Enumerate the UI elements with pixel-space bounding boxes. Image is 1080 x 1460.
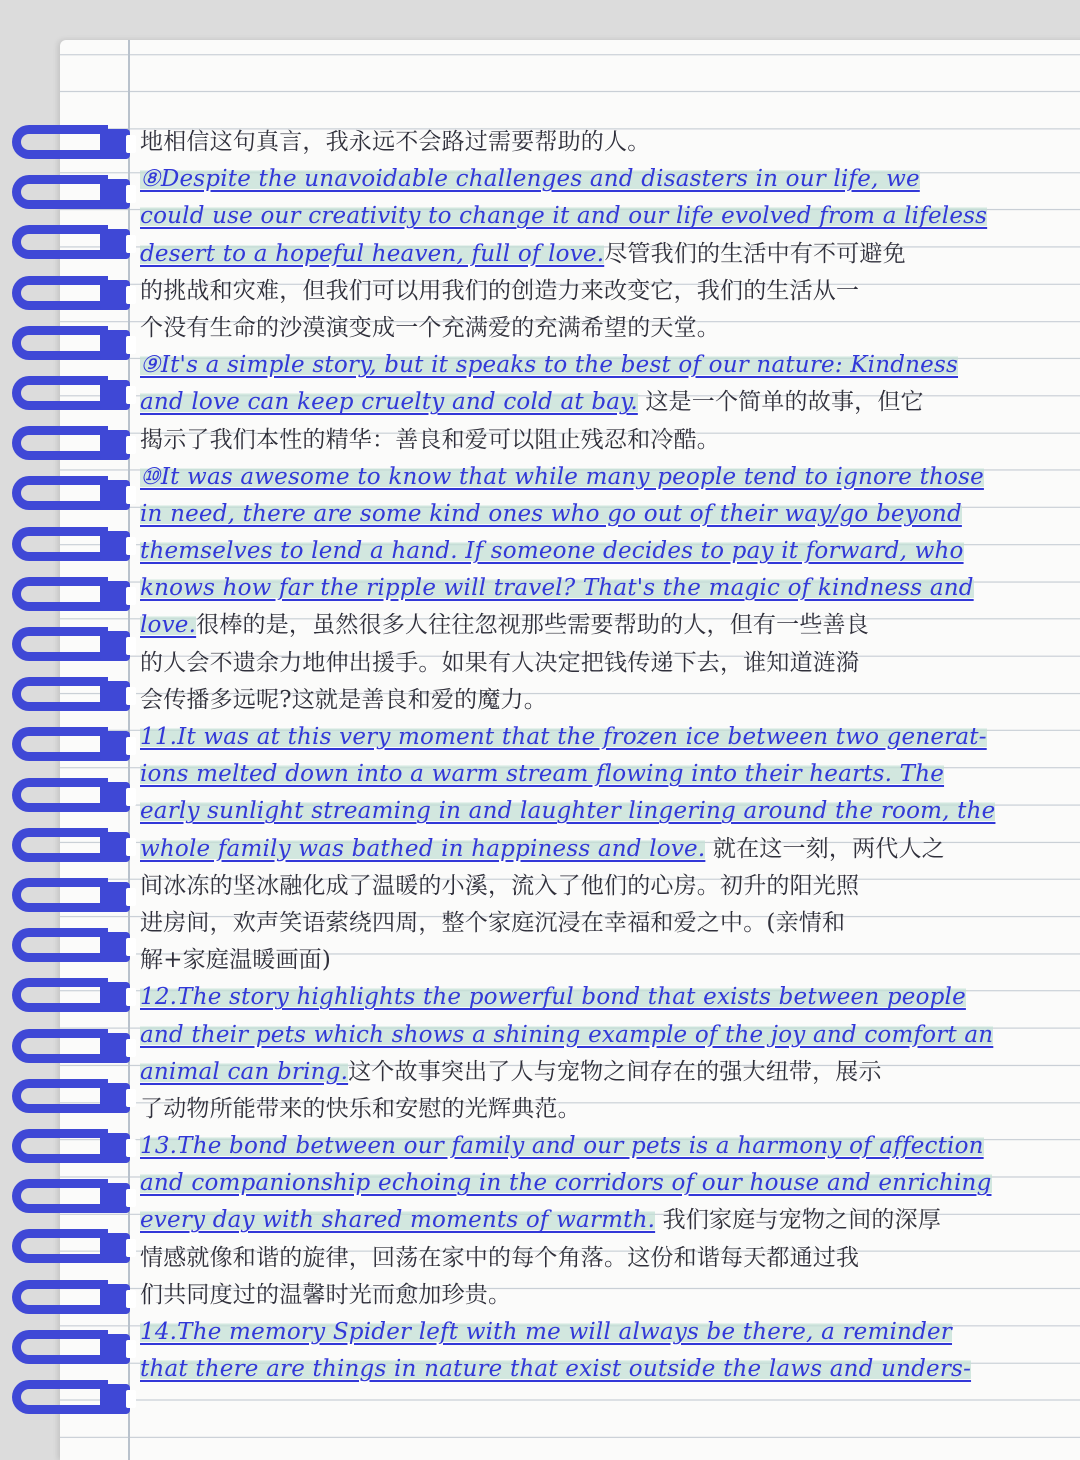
note-line [140,756,1060,793]
english-sentence: 13.The bond between our family and our pets is a harmony of affection [140,1133,984,1160]
chinese-translation: 就在这一刻，两代人之 [705,835,945,862]
english-sentence: in need, there are some kind ones who go out of their way/go beyond [140,500,962,527]
english-sentence: that there are things in nature that exist outside the laws and unders- [140,1356,972,1383]
note-line [140,347,1060,384]
spiral-ring-icon [12,1129,130,1169]
spiral-ring-icon [12,727,130,767]
note-line [140,645,1060,682]
chinese-translation: 解+家庭温暖画面) [140,947,332,974]
note-line [140,607,1060,644]
english-sentence: and love can keep cruelty and cold at bay. [140,389,638,416]
english-sentence: 11.It was at this very moment that the frozen ice between two generat- [140,724,987,750]
chinese-translation: 地相信这句真言，我永远不会路过需要帮助的人。 [140,129,651,155]
english-sentence: could use our creativity to change it and our life evolved from a lifeless [140,203,988,230]
english-sentence: animal can bring. [140,1058,349,1085]
spiral-ring-icon [12,1330,130,1370]
note-line [140,979,1060,1016]
spiral-ring-icon [12,878,130,918]
chinese-translation: 这个故事突出了人与宠物之间存在的强大纽带，展示 [348,1058,882,1085]
note-line [140,533,1060,570]
english-sentence: every day with shared moments of warmth. [140,1207,656,1234]
spiral-ring-icon [12,1280,130,1320]
note-line [140,1054,1060,1091]
english-sentence: desert to a hopeful heaven, full of love. [140,240,605,267]
english-sentence: ⑨It's a simple story, but it speaks to the best of our nature: Kindness [140,352,958,379]
chinese-translation: 了动物所能带来的快乐和安慰的光辉典范。 [140,1095,581,1122]
english-sentence: and companionship echoing in the corridors of our house and enriching [140,1170,992,1197]
note-line [140,124,1060,161]
chinese-translation: 情感就像和谐的旋律，回荡在家中的每个角落。这份和谐每天都通过我 [140,1244,860,1271]
spiral-ring-icon [12,1079,130,1119]
english-sentence: 12.The story highlights the powerful bond that exists between people [140,984,966,1011]
chinese-translation: 会传播多远呢?这就是善良和爱的魔力。 [140,686,547,713]
chinese-translation: 我们家庭与宠物之间的深厚 [655,1207,942,1234]
chinese-translation: 这是一个简单的故事，但它 [637,389,924,416]
spiral-ring-icon [12,125,130,165]
chinese-translation: 进房间，欢声笑语萦绕四周，整个家庭沉浸在幸福和爱之中。(亲情和 [140,909,846,936]
chinese-translation: 个没有生命的沙漠演变成一个充满爱的充满希望的天堂。 [140,314,720,341]
english-sentence: themselves to lend a hand. If someone decides to pay it forward, who [140,538,964,565]
note-line [140,1165,1060,1202]
english-sentence: and their pets which shows a shining example of the joy and comfort an [140,1021,994,1048]
note-line [140,161,1060,198]
note-line [140,496,1060,533]
note-line [140,1351,1060,1388]
english-sentence: love. [140,612,197,639]
spiral-ring-icon [12,175,130,215]
note-line [140,1017,1060,1054]
chinese-translation: 很棒的是，虽然很多人往往忽视那些需要帮助的人，但有一些善良 [196,612,869,639]
spiral-ring-icon [12,426,130,466]
spiral-ring-icon [12,778,130,818]
note-line [140,1314,1060,1351]
spiral-binding [0,0,140,1441]
note-line [140,422,1060,459]
note-line [140,682,1060,719]
spiral-ring-icon [12,627,130,667]
spiral-ring-icon [12,326,130,366]
english-sentence: whole family was bathed in happiness and love. [140,835,706,862]
spiral-ring-icon [12,978,130,1018]
chinese-translation: 间冰冻的坚冰融化成了温暖的小溪，流入了他们的心房。初升的阳光照 [140,872,860,899]
chinese-translation: 的人会不遗余力地伸出援手。如果有人决定把钱传递下去，谁知道涟漪 [140,649,860,676]
note-line [140,570,1060,607]
spiral-ring-icon [12,928,130,968]
chinese-translation: 们共同度过的温馨时光而愈加珍贵。 [140,1281,512,1308]
spiral-ring-icon [12,1029,130,1069]
note-line [140,1128,1060,1165]
chinese-translation: 揭示了我们本性的精华：善良和爱可以阻止残忍和冷酷。 [140,426,720,453]
note-line [140,198,1060,235]
spiral-ring-icon [12,577,130,617]
spiral-ring-icon [12,1229,130,1269]
spiral-ring-icon [12,476,130,516]
english-sentence: early sunlight streaming in and laughter lingering around the room, the [140,798,996,825]
note-line [140,1091,1060,1128]
note-line [140,459,1060,496]
spiral-ring-icon [12,828,130,868]
english-sentence: ⑧Despite the unavoidable challenges and disasters in our life, we [140,166,920,193]
note-line [140,942,1060,979]
spiral-ring-icon [12,276,130,316]
note-line [140,1240,1060,1277]
note-line [140,831,1060,868]
note-line [140,1202,1060,1239]
note-line [140,905,1060,942]
note-line [140,310,1060,347]
note-line [140,719,1060,756]
spiral-ring-icon [12,1179,130,1219]
handwritten-notes [140,124,1060,1388]
english-sentence: knows how far the ripple will travel? That's the magic of kindness and [140,575,974,602]
note-line [140,236,1060,273]
note-line [140,868,1060,905]
note-line [140,384,1060,421]
chinese-translation: 的挑战和灾难，但我们可以用我们的创造力来改变它，我们的生活从一 [140,277,860,304]
spiral-ring-icon [12,677,130,717]
spiral-ring-icon [12,376,130,416]
note-line [140,793,1060,830]
note-line [140,1277,1060,1314]
english-sentence: ions melted down into a warm stream flowing into their hearts. The [140,761,945,788]
chinese-translation: 尽管我们的生活中有不可避免 [604,240,906,267]
english-sentence: ⑩It was awesome to know that while many people tend to ignore those [140,463,984,490]
spiral-ring-icon [12,1380,130,1420]
spiral-ring-icon [12,225,130,265]
spiral-ring-icon [12,527,130,567]
english-sentence: 14.The memory Spider left with me will always be there, a reminder [140,1319,953,1345]
note-line [140,273,1060,310]
